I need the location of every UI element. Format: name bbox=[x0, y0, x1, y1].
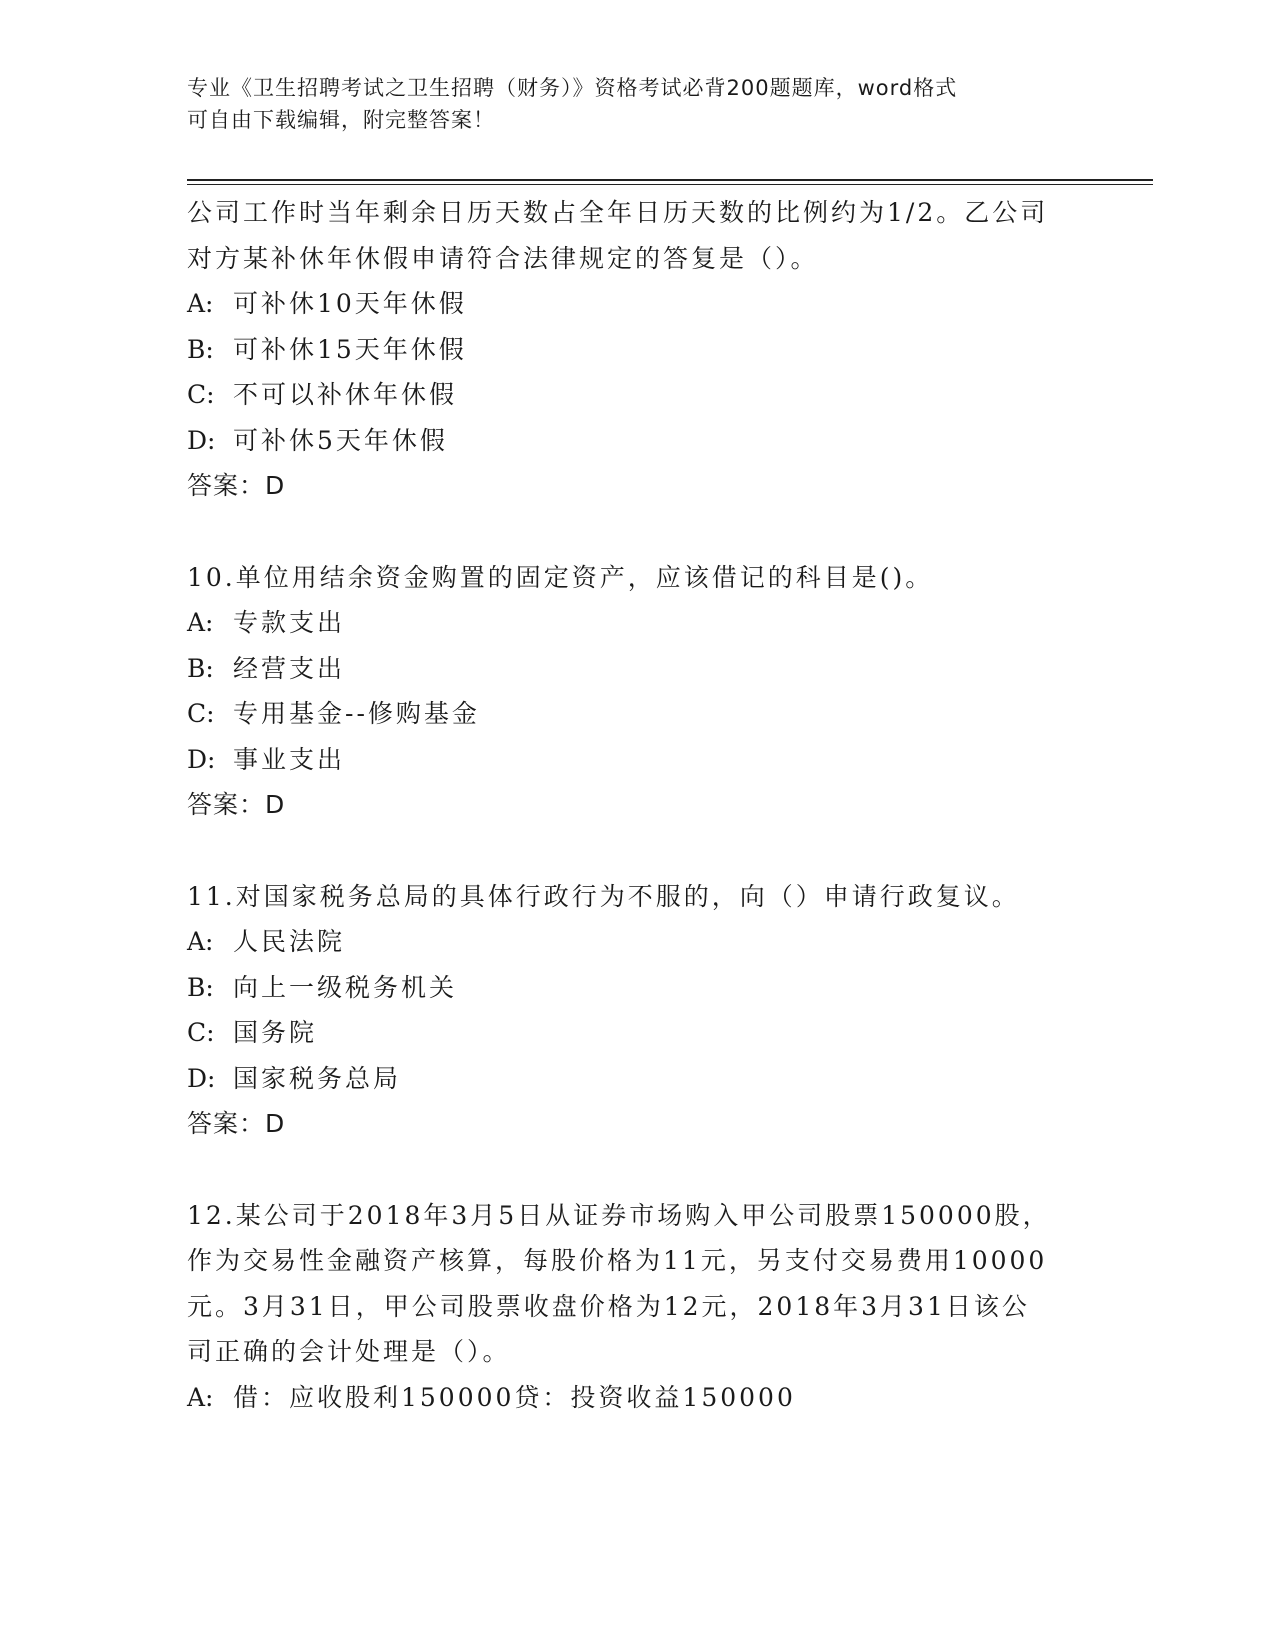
option-label: D: bbox=[187, 1063, 216, 1093]
option-label: C: bbox=[187, 380, 215, 409]
question-9-continuation bbox=[187, 190, 1087, 509]
option-label: A: bbox=[187, 1382, 214, 1412]
option-d bbox=[187, 737, 1087, 783]
header-title-line-2: 可自由下载编辑，附完整答案！ bbox=[187, 108, 495, 132]
option-text: 国务院 bbox=[233, 1018, 318, 1047]
option-a bbox=[187, 919, 1087, 965]
option-a bbox=[187, 281, 1087, 327]
question-12 bbox=[187, 1193, 1087, 1421]
option-label: C: bbox=[187, 699, 215, 728]
option-b bbox=[187, 327, 1087, 373]
option-label: B: bbox=[187, 972, 214, 1002]
answer-line: 答案：D bbox=[187, 1109, 286, 1138]
option-b bbox=[187, 646, 1087, 692]
option-label: A: bbox=[187, 608, 214, 637]
question-stem-line: 12.某公司于2018年3月5日从证券市场购入甲公司股票150000股， bbox=[187, 1200, 1051, 1230]
spacer bbox=[187, 1147, 1087, 1193]
question-stem-line: 对方某补休年休假申请符合法律规定的答复是（）。 bbox=[187, 243, 819, 273]
question-stem-line: 公司工作时当年剩余日历天数占全年日历天数的比例约为1/2。乙公司 bbox=[187, 198, 1049, 227]
option-text: 事业支出 bbox=[233, 744, 346, 774]
spacer bbox=[187, 509, 1087, 555]
option-text: 向上一级税务机关 bbox=[233, 972, 458, 1002]
header-title-line-1: 专业《卫生招聘考试之卫生招聘（财务）》资格考试必背200题题库，word格式 bbox=[187, 76, 958, 100]
question-stem-line: 司正确的会计处理是（）。 bbox=[187, 1337, 511, 1366]
question-11 bbox=[187, 874, 1087, 1147]
option-text: 专款支出 bbox=[233, 608, 346, 637]
option-a bbox=[187, 600, 1087, 646]
question-10 bbox=[187, 555, 1087, 828]
option-a bbox=[187, 1375, 1087, 1421]
header-divider-thin bbox=[187, 184, 1153, 185]
answer-line: 答案：D bbox=[187, 471, 286, 500]
option-text: 借：应收股利150000贷：投资收益150000 bbox=[233, 1382, 796, 1412]
option-b bbox=[187, 965, 1087, 1011]
header-divider-thick bbox=[187, 179, 1153, 181]
option-label: B: bbox=[187, 334, 214, 364]
option-text: 可补休5天年休假 bbox=[233, 425, 448, 455]
option-label: D: bbox=[187, 425, 216, 455]
option-text: 不可以补休年休假 bbox=[233, 380, 458, 409]
option-d bbox=[187, 418, 1087, 464]
question-stem-line: 作为交易性金融资产核算，每股价格为11元，另支付交易费用10000 bbox=[187, 1246, 1048, 1275]
option-text: 可补休15天年休假 bbox=[233, 334, 467, 364]
option-text: 人民法院 bbox=[233, 927, 346, 956]
spacer bbox=[187, 828, 1087, 874]
option-text: 经营支出 bbox=[233, 653, 346, 683]
question-list bbox=[187, 190, 1087, 1420]
option-label: B: bbox=[187, 653, 214, 683]
document-header bbox=[187, 72, 1067, 136]
option-c bbox=[187, 372, 1087, 418]
answer-line: 答案：D bbox=[187, 790, 286, 819]
option-c bbox=[187, 691, 1087, 737]
option-text: 专用基金--修购基金 bbox=[233, 699, 480, 728]
option-label: C: bbox=[187, 1018, 215, 1047]
option-d bbox=[187, 1056, 1087, 1102]
option-text: 国家税务总局 bbox=[233, 1063, 402, 1093]
option-label: D: bbox=[187, 744, 216, 774]
option-text: 可补休10天年休假 bbox=[233, 289, 467, 318]
option-label: A: bbox=[187, 927, 214, 956]
option-c bbox=[187, 1010, 1087, 1056]
question-stem-line: 11.对国家税务总局的具体行政行为不服的，向（）申请行政复议。 bbox=[187, 881, 1020, 911]
question-stem-line: 元。3月31日，甲公司股票收盘价格为12元，2018年3月31日该公 bbox=[187, 1291, 1030, 1321]
question-stem-line: 10.单位用结余资金购置的固定资产，应该借记的科目是()。 bbox=[187, 562, 934, 592]
option-label: A: bbox=[187, 289, 214, 318]
